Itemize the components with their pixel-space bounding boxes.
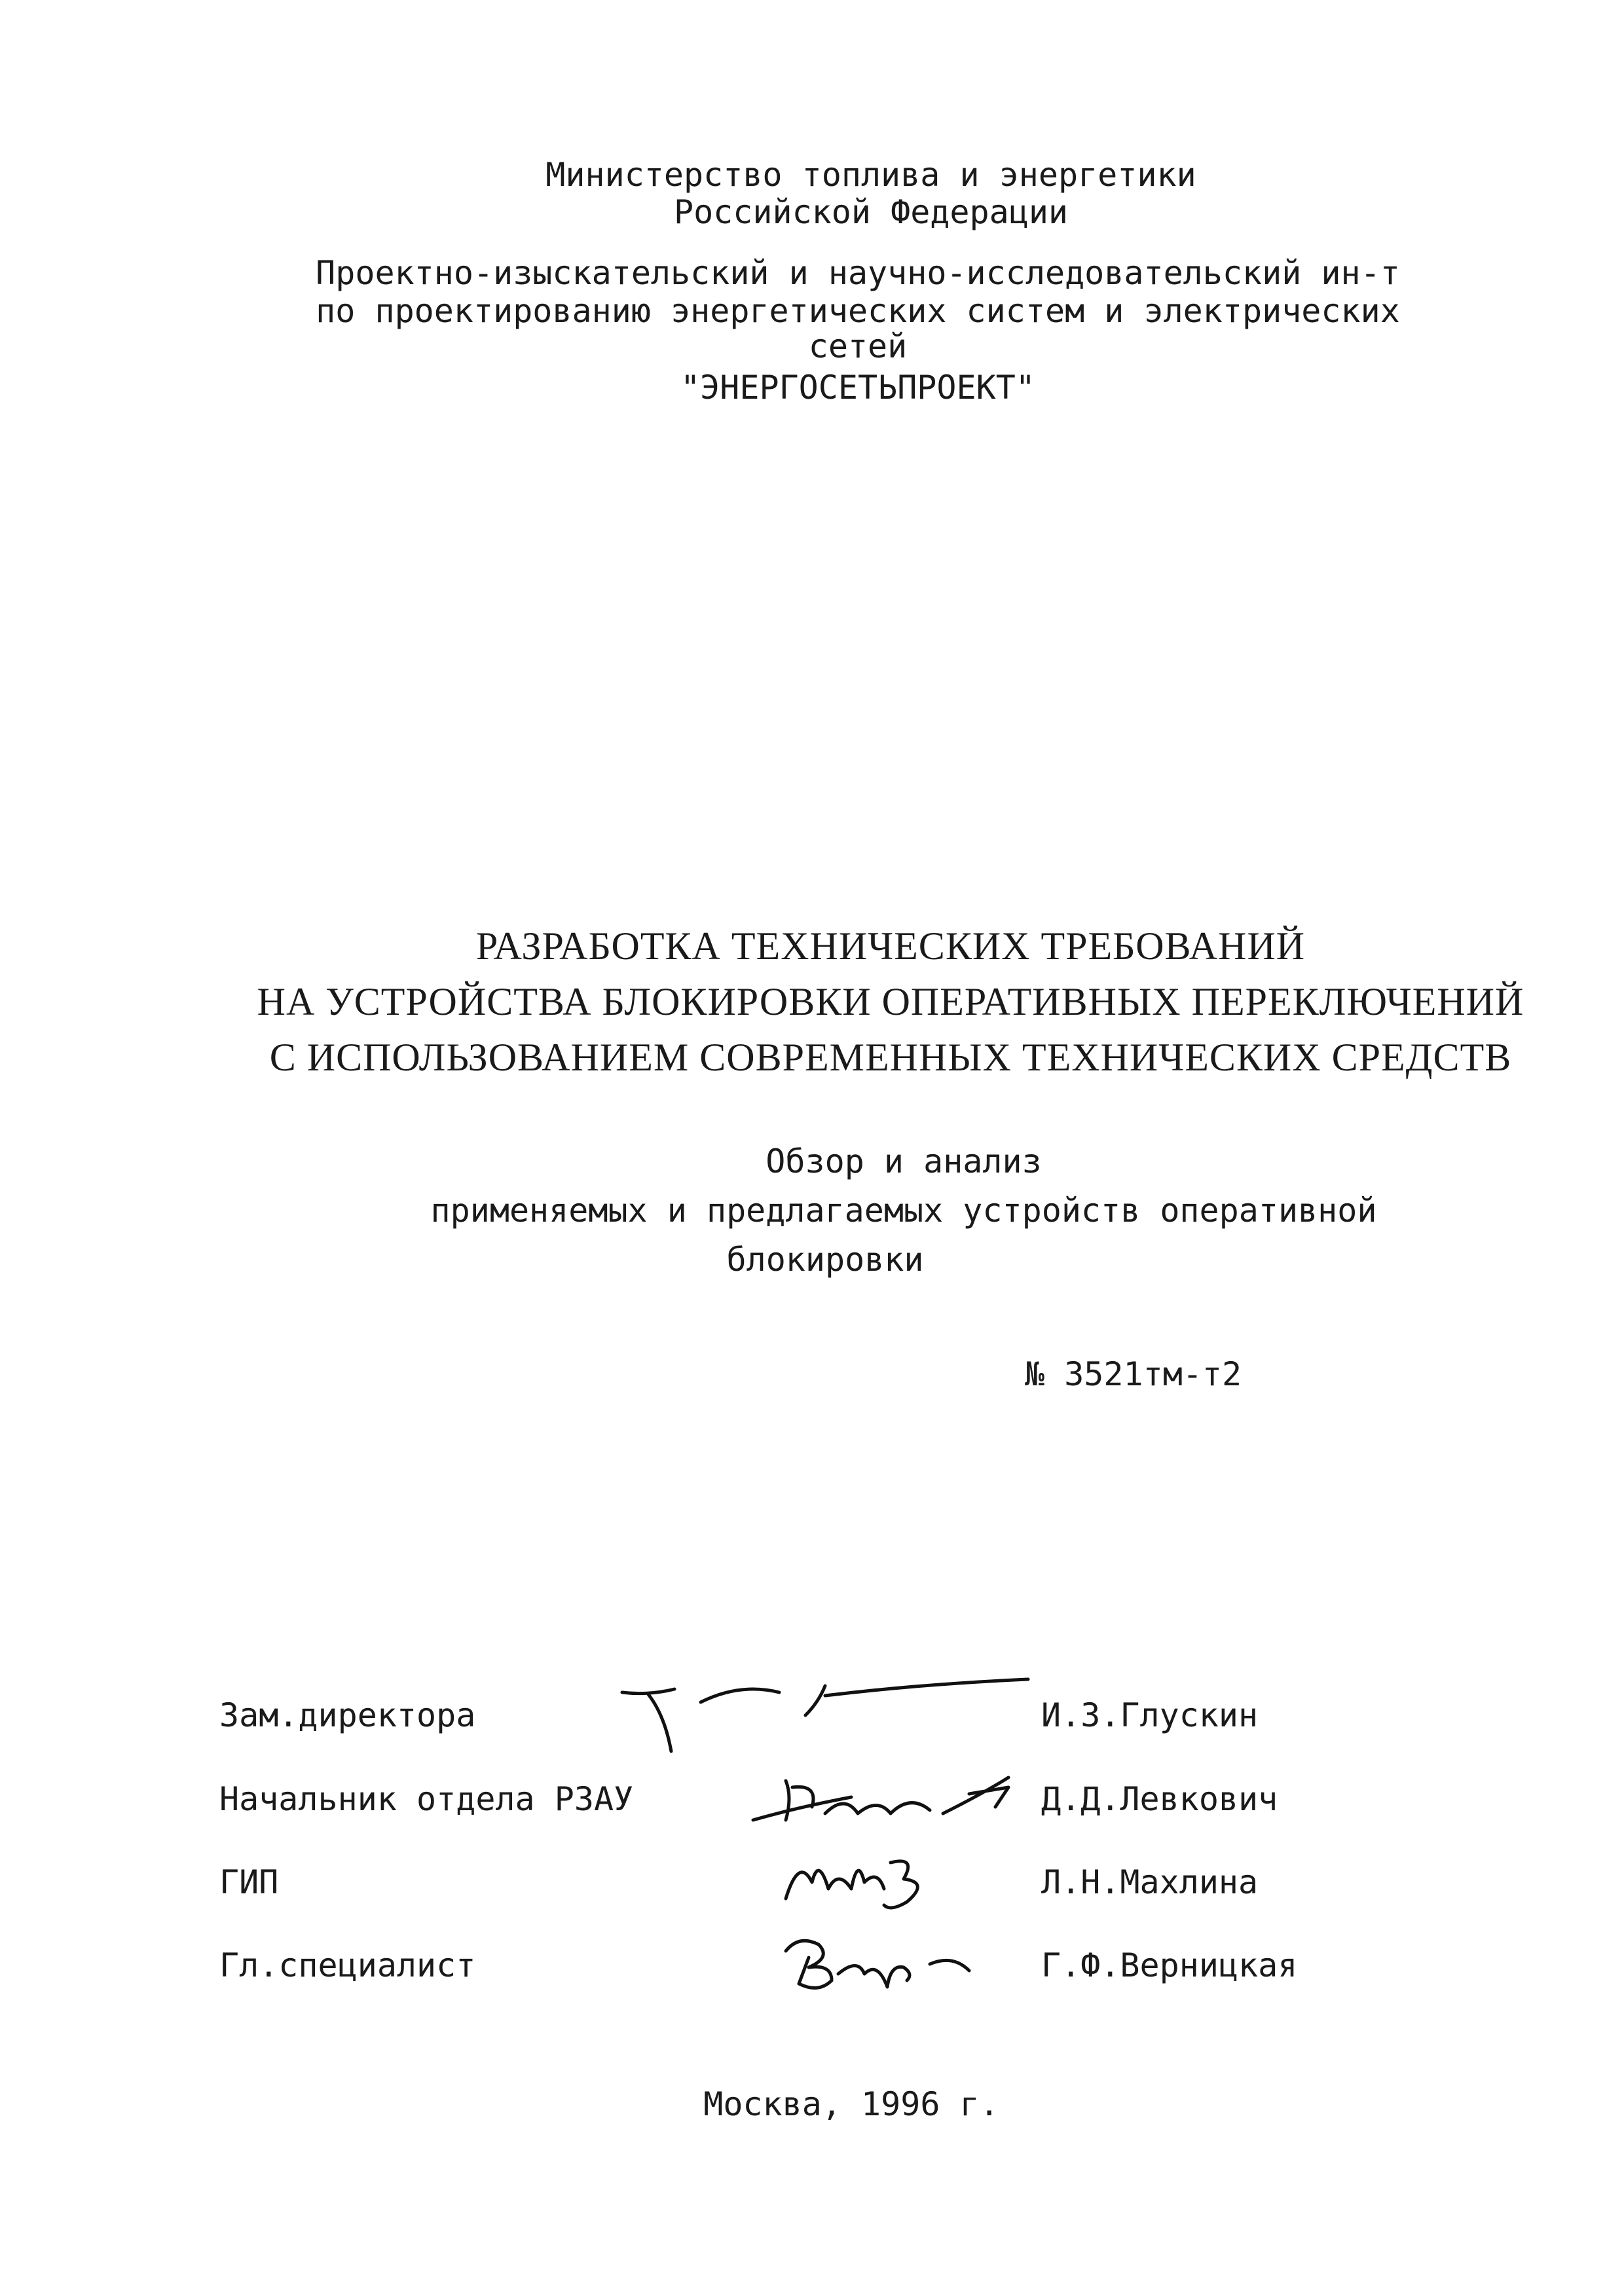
- signature-vernitskaya: [773, 1928, 989, 2000]
- subtitle-line-1: Обзор и анализ: [766, 1142, 1042, 1180]
- document-number: № 3521тм-т2: [1025, 1355, 1242, 1393]
- ministry-line-2: Российской Федерации: [673, 193, 1069, 231]
- subtitle-line-2: применяемых и предлагаемых устройств оперативной: [430, 1192, 1377, 1230]
- signatory-name: Л.Н.Махлина: [1041, 1863, 1259, 1901]
- signatory-position: ГИП: [219, 1863, 279, 1901]
- signatory-position: Начальник отдела РЗАУ: [219, 1780, 634, 1818]
- title-line-1: РАЗРАБОТКА ТЕХНИЧЕСКИХ ТРЕБОВАНИЙ: [475, 924, 1306, 968]
- subtitle-line-3: блокировки: [726, 1241, 924, 1279]
- signatory-name: И.З.Глускин: [1041, 1696, 1259, 1734]
- signatory-name: Д.Д.Левкович: [1041, 1780, 1278, 1818]
- institute-line-2: по проектированию энергетических систем и электрических: [316, 292, 1400, 330]
- institute-line-3: сетей: [808, 327, 908, 365]
- ministry-line-1: Министерство топлива и энергетики: [545, 156, 1196, 194]
- signatory-position: Зам.директора: [219, 1696, 476, 1734]
- institute-line-1: Проектно-изыскательский и научно-исследовательский ин-т: [316, 254, 1400, 292]
- signatory-position: Гл.специалист: [219, 1946, 476, 1984]
- signatory-name: Г.Ф.Верницкая: [1041, 1946, 1298, 1984]
- signature-levkovich: [747, 1768, 1022, 1833]
- signature-glouskin: [609, 1676, 1041, 1768]
- institute-name: "ЭНЕРГОСЕТЬПРОЕКТ": [680, 369, 1035, 407]
- title-line-2: НА УСТРОЙСТВА БЛОКИРОВКИ ОПЕРАТИВНЫХ ПЕРЕКЛЮЧЕНИЙ: [257, 980, 1524, 1023]
- signature-makhlina: [779, 1843, 936, 1922]
- title-line-3: С ИСПОЛЬЗОВАНИЕМ СОВРЕМЕННЫХ ТЕХНИЧЕСКИХ СРЕДСТВ: [269, 1036, 1512, 1079]
- place-and-date: Москва, 1996 г.: [703, 2085, 999, 2123]
